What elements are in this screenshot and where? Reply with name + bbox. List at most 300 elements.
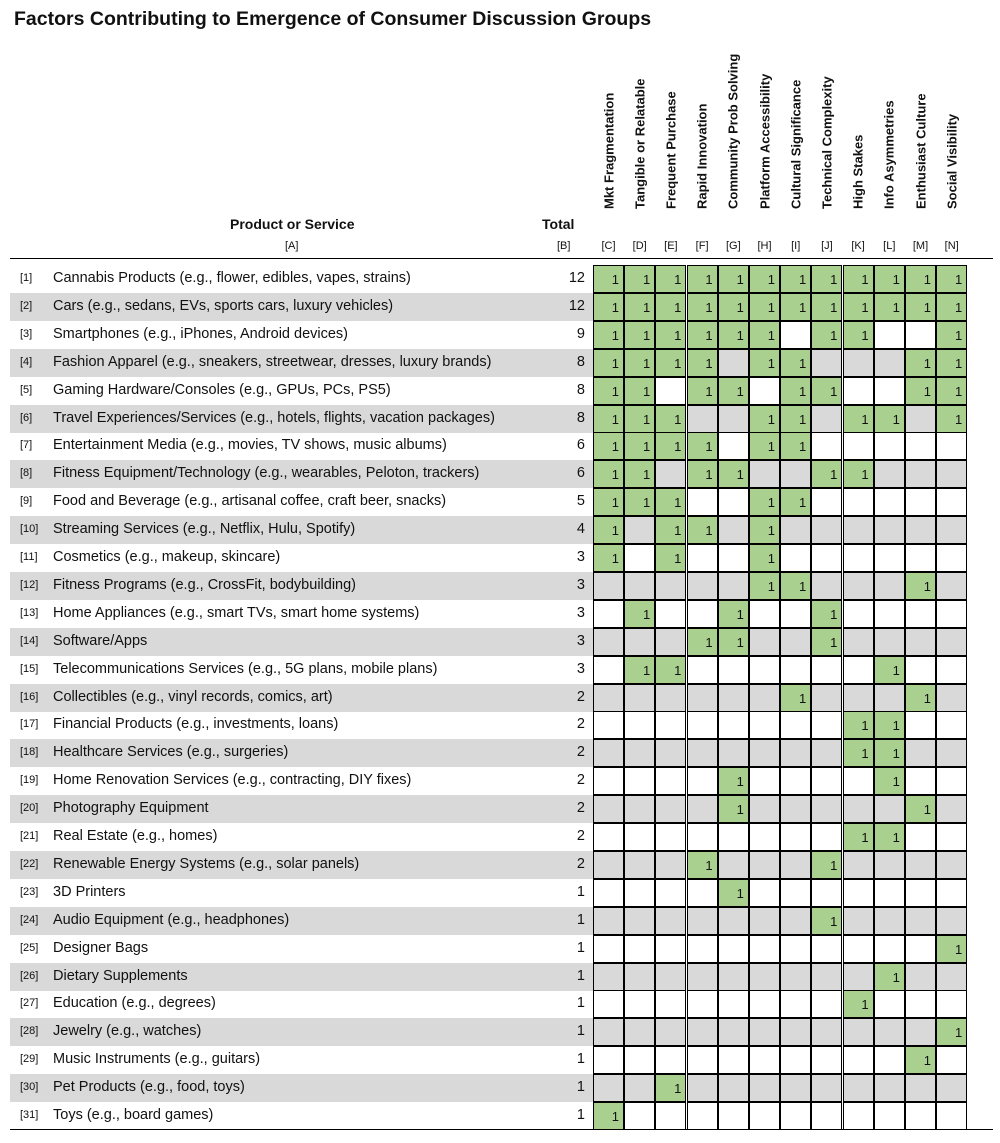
total-column-code: [B]	[557, 240, 571, 252]
factor-cell-empty	[593, 823, 624, 851]
table-row	[10, 823, 993, 851]
factor-cell-empty	[780, 516, 811, 544]
row-number: [30]	[20, 1081, 39, 1094]
row-number: [20]	[20, 802, 39, 815]
factor-flag: 1	[923, 690, 931, 706]
factor-cell-marked	[718, 265, 749, 293]
factor-code: [D]	[632, 240, 647, 252]
factor-cell-marked	[718, 879, 749, 907]
factor-label: High Stakes	[850, 134, 866, 209]
product-name: Dietary Supplements	[53, 967, 188, 984]
row-number: [23]	[20, 885, 39, 898]
factor-flag: 1	[674, 327, 682, 343]
product-name: Photography Equipment	[53, 800, 209, 817]
factor-cell-marked	[687, 265, 718, 293]
factor-cell-marked	[811, 293, 842, 321]
factor-flag: 1	[705, 634, 713, 650]
factor-cell-empty	[936, 823, 967, 851]
factor-cell-empty	[811, 739, 842, 767]
factor-cell-marked	[655, 349, 686, 377]
factor-flag: 1	[923, 578, 931, 594]
product-column-header: Product or Service	[230, 216, 355, 232]
factor-header	[655, 58, 686, 224]
factor-cell-empty	[593, 1074, 624, 1102]
factor-cell-empty	[874, 600, 905, 628]
factor-cell-empty	[624, 1046, 655, 1074]
total-value: 2	[576, 716, 585, 733]
factor-cell-marked	[655, 656, 686, 684]
factor-cell-marked	[780, 265, 811, 293]
factor-cell-empty	[593, 795, 624, 823]
row-number: [29]	[20, 1053, 39, 1066]
factor-flag: 1	[798, 411, 807, 427]
factor-cell-empty	[687, 1046, 718, 1074]
factor-cell-empty	[655, 600, 686, 628]
factor-cell-empty	[936, 432, 967, 460]
product-name: Renewable Energy Systems (e.g., solar panels)	[53, 855, 360, 872]
factor-flag: 1	[798, 272, 807, 287]
factor-cell-empty	[811, 349, 842, 377]
factor-cell-empty	[749, 963, 780, 991]
factor-flag: 1	[861, 272, 869, 287]
product-name: Real Estate (e.g., homes)	[53, 828, 218, 844]
factor-cell-empty	[874, 935, 905, 963]
factor-cell-empty	[749, 656, 780, 684]
factor-cell-empty	[749, 1046, 780, 1074]
factor-cell-empty	[749, 1018, 780, 1046]
factor-flag: 1	[642, 495, 651, 511]
factor-cell-empty	[936, 907, 967, 935]
factor-header	[843, 58, 874, 224]
factor-cell-empty	[843, 935, 874, 963]
factor-flag: 1	[674, 299, 682, 315]
factor-cell-empty	[811, 572, 842, 600]
factor-flag: 1	[611, 355, 619, 371]
row-number: [31]	[20, 1109, 39, 1121]
factor-cell-empty	[687, 823, 718, 851]
factor-flag: 1	[923, 299, 931, 315]
total-value: 2	[576, 688, 585, 705]
factor-flag: 1	[767, 299, 775, 315]
factor-cell-empty	[718, 432, 749, 460]
factor-cell-empty	[655, 1046, 686, 1074]
factor-cell-empty	[718, 405, 749, 433]
factor-cell-marked	[718, 377, 749, 405]
factor-cell-marked	[593, 377, 624, 405]
factor-cell-empty	[780, 1046, 811, 1074]
table-row	[10, 405, 993, 433]
factor-cell-marked	[749, 432, 780, 460]
total-value: 2	[576, 800, 585, 817]
factor-flag: 1	[611, 467, 619, 483]
factor-cell-empty	[936, 628, 967, 656]
factor-cell-empty	[718, 684, 749, 712]
factor-flag: 1	[642, 411, 651, 427]
product-name: Smartphones (e.g., iPhones, Android devices)	[53, 325, 348, 342]
factor-label: Mkt Fragmentation	[601, 92, 616, 209]
factor-flag: 1	[642, 467, 651, 483]
factor-cell-empty	[655, 572, 686, 600]
table-row	[10, 1102, 993, 1130]
factor-cell-empty	[936, 572, 967, 600]
factor-code: [K]	[851, 240, 865, 252]
factor-cell-marked	[624, 405, 655, 433]
factor-cell-marked	[936, 349, 967, 377]
row-number: [2]	[20, 299, 33, 312]
factor-flag: 1	[736, 327, 744, 343]
factor-cell-empty	[780, 851, 811, 879]
factor-code: [E]	[664, 240, 678, 252]
factor-cell-empty	[874, 990, 905, 1018]
factor-cell-marked	[718, 321, 749, 349]
product-name: Entertainment Media (e.g., movies, TV shows, music albums)	[53, 437, 447, 454]
factor-cell-empty	[811, 795, 842, 823]
factor-cell-marked	[593, 1102, 624, 1130]
table-row	[10, 377, 993, 405]
factor-cell-empty	[811, 823, 842, 851]
factor-cell-marked	[749, 349, 780, 377]
factor-flag: 1	[923, 272, 931, 287]
factor-cell-empty	[749, 377, 780, 405]
factor-cell-empty	[905, 711, 936, 739]
factor-cell-empty	[811, 516, 842, 544]
factor-code: [C]	[601, 240, 616, 252]
factor-cell-marked	[936, 1018, 967, 1046]
factor-flag: 1	[767, 355, 775, 371]
factor-cell-empty	[593, 739, 624, 767]
total-value: 2	[576, 855, 585, 872]
factor-flag: 1	[705, 327, 713, 343]
factor-cell-marked	[936, 377, 967, 405]
row-number: [28]	[20, 1025, 39, 1038]
factor-cell-empty	[936, 767, 967, 795]
factor-code: [J]	[821, 240, 833, 252]
table-row	[10, 907, 993, 935]
factor-flag: 1	[705, 383, 713, 399]
factor-flag: 1	[642, 662, 651, 678]
table-row	[10, 963, 993, 991]
factor-cell-empty	[718, 823, 749, 851]
factor-cell-empty	[624, 795, 655, 823]
total-value: 1	[576, 911, 585, 928]
product-name: Gaming Hardware/Consoles (e.g., GPUs, PCs, PS5)	[53, 381, 391, 398]
factor-cell-marked	[749, 405, 780, 433]
total-column-header: Total	[542, 216, 575, 232]
factor-flag: 1	[674, 355, 682, 371]
factor-cell-empty	[593, 851, 624, 879]
factor-cell-empty	[780, 935, 811, 963]
factor-cell-empty	[624, 935, 655, 963]
factor-cell-empty	[905, 544, 936, 572]
factor-flag: 1	[892, 830, 900, 845]
factor-cell-marked	[780, 684, 811, 712]
factor-cell-empty	[718, 907, 749, 935]
table-row	[10, 684, 993, 712]
factor-cell-marked	[811, 600, 842, 628]
factor-cell-empty	[780, 739, 811, 767]
factor-cell-empty	[936, 711, 967, 739]
factor-flag: 1	[736, 383, 744, 399]
row-number: [27]	[20, 997, 39, 1010]
factor-flag: 1	[705, 467, 713, 483]
factor-cell-empty	[624, 1018, 655, 1046]
factor-cell-empty	[936, 460, 967, 488]
table-row	[10, 656, 993, 684]
row-number: [21]	[20, 830, 39, 842]
factor-flag: 1	[736, 774, 744, 790]
factor-cell-empty	[718, 1046, 749, 1074]
factor-cell-empty	[749, 628, 780, 656]
factor-cell-empty	[936, 851, 967, 879]
factor-cell-empty	[687, 600, 718, 628]
factor-flag: 1	[705, 857, 713, 873]
factor-cell-empty	[593, 628, 624, 656]
factor-cell-marked	[624, 349, 655, 377]
factor-flag: 1	[830, 606, 838, 622]
factor-cell-empty	[780, 1102, 811, 1130]
table-row	[10, 851, 993, 879]
factor-cell-marked	[687, 349, 718, 377]
factor-header	[624, 58, 655, 224]
total-value: 1	[576, 995, 585, 1012]
factor-cell-marked	[749, 265, 780, 293]
factor-flag: 1	[642, 272, 651, 287]
product-name: Financial Products (e.g., investments, loans)	[53, 716, 339, 733]
factor-flag: 1	[767, 411, 775, 427]
total-value: 1	[576, 939, 585, 956]
factor-cell-marked	[936, 321, 967, 349]
factor-cell-marked	[843, 990, 874, 1018]
factor-cell-empty	[655, 963, 686, 991]
factor-code: [F]	[695, 240, 709, 252]
factor-label: Frequent Purchase	[663, 91, 679, 209]
factor-cell-empty	[655, 684, 686, 712]
factor-flag: 1	[736, 299, 744, 315]
product-name: Food and Beverage (e.g., artisanal coffee, craft beer, snacks)	[53, 493, 447, 510]
factor-cell-marked	[905, 795, 936, 823]
factor-cell-empty	[593, 935, 624, 963]
factor-cell-empty	[936, 879, 967, 907]
factor-flag: 1	[861, 299, 869, 315]
factor-cell-marked	[749, 488, 780, 516]
factor-cell-empty	[905, 1018, 936, 1046]
factor-cell-empty	[593, 1046, 624, 1074]
factor-cell-empty	[811, 963, 842, 991]
factor-cell-empty	[624, 851, 655, 879]
factor-cell-marked	[593, 460, 624, 488]
table-row	[10, 711, 993, 739]
factor-cell-empty	[749, 990, 780, 1018]
factor-cell-empty	[718, 516, 749, 544]
factor-code: [G]	[725, 240, 741, 252]
factor-cell-marked	[749, 321, 780, 349]
factor-flag: 1	[861, 830, 869, 845]
factor-cell-empty	[936, 1074, 967, 1102]
factor-flag: 1	[767, 327, 775, 343]
total-value: 8	[576, 381, 585, 398]
factor-flag: 1	[642, 606, 651, 622]
factor-header	[749, 58, 780, 224]
factor-cell-empty	[749, 684, 780, 712]
row-number: [11]	[20, 551, 38, 563]
factor-cell-marked	[749, 293, 780, 321]
factor-cell-empty	[843, 1102, 874, 1130]
factor-cell-marked	[874, 405, 905, 433]
factor-cell-empty	[811, 656, 842, 684]
factor-cell-empty	[718, 990, 749, 1018]
factor-cell-marked	[811, 377, 842, 405]
factor-flag: 1	[674, 411, 682, 427]
factor-cell-empty	[687, 739, 718, 767]
factor-cell-empty	[843, 963, 874, 991]
factor-cell-marked	[687, 321, 718, 349]
factor-cell-empty	[874, 1046, 905, 1074]
table-row	[10, 1074, 993, 1102]
factor-cell-marked	[593, 265, 624, 293]
total-value: 8	[576, 353, 585, 370]
factor-cell-empty	[936, 795, 967, 823]
factor-cell-marked	[874, 656, 905, 684]
table-row	[10, 1018, 993, 1046]
factor-cell-marked	[936, 293, 967, 321]
row-number: [25]	[20, 941, 39, 954]
factor-cell-empty	[843, 628, 874, 656]
factor-cell-marked	[843, 265, 874, 293]
product-name: Home Appliances (e.g., smart TVs, smart home systems)	[53, 604, 420, 621]
factor-cell-marked	[624, 321, 655, 349]
factor-header	[718, 53, 749, 224]
factor-cell-empty	[718, 656, 749, 684]
table-row	[10, 935, 993, 963]
total-value: 3	[576, 660, 585, 677]
factor-flag: 1	[954, 272, 963, 287]
factor-cell-empty	[624, 628, 655, 656]
factor-cell-empty	[843, 544, 874, 572]
factor-flag: 1	[830, 327, 838, 343]
factor-cell-empty	[749, 460, 780, 488]
factor-cell-empty	[749, 935, 780, 963]
factor-cell-empty	[811, 879, 842, 907]
factor-cell-empty	[936, 963, 967, 991]
factor-cell-empty	[780, 600, 811, 628]
factor-cell-empty	[718, 1102, 749, 1130]
factor-flag: 1	[954, 299, 963, 315]
factor-cell-empty	[936, 600, 967, 628]
factor-flag: 1	[830, 383, 838, 399]
factor-cell-empty	[749, 907, 780, 935]
factor-cell-empty	[905, 488, 936, 516]
row-number: [24]	[20, 913, 39, 926]
factor-cell-empty	[874, 460, 905, 488]
total-value: 3	[576, 632, 585, 649]
factor-cell-empty	[687, 405, 718, 433]
factor-cell-empty	[687, 684, 718, 712]
factor-cell-empty	[811, 432, 842, 460]
factor-cell-empty	[905, 432, 936, 460]
factor-flag: 1	[674, 662, 682, 678]
factor-flag: 1	[611, 551, 619, 566]
factor-cell-empty	[687, 963, 718, 991]
factor-cell-empty	[843, 1074, 874, 1102]
factor-cell-marked	[593, 405, 624, 433]
total-value: 1	[576, 967, 585, 984]
factor-cell-empty	[624, 1102, 655, 1130]
factor-cell-marked	[624, 460, 655, 488]
table-row	[10, 1046, 993, 1074]
factor-cell-empty	[843, 349, 874, 377]
total-value: 9	[576, 325, 585, 342]
factor-cell-empty	[624, 907, 655, 935]
factor-cell-marked	[655, 265, 686, 293]
total-value: 3	[576, 576, 585, 593]
factor-cell-empty	[655, 851, 686, 879]
total-value: 1	[576, 1107, 585, 1123]
factor-cell-empty	[874, 1074, 905, 1102]
factor-cell-marked	[718, 600, 749, 628]
factor-flag: 1	[923, 355, 931, 371]
factor-cell-empty	[655, 823, 686, 851]
factor-cell-empty	[687, 795, 718, 823]
factor-code: [H]	[757, 240, 772, 252]
factor-cell-empty	[655, 907, 686, 935]
factor-cell-empty	[624, 516, 655, 544]
factor-cell-empty	[811, 684, 842, 712]
factor-cell-empty	[843, 795, 874, 823]
factor-cell-empty	[687, 1102, 718, 1130]
factor-header	[874, 58, 905, 224]
factor-cell-empty	[687, 767, 718, 795]
factor-cell-marked	[936, 935, 967, 963]
factor-cell-empty	[593, 711, 624, 739]
factor-flag: 1	[954, 355, 963, 371]
factor-cell-marked	[718, 767, 749, 795]
factor-cell-marked	[843, 460, 874, 488]
factor-flag: 1	[892, 774, 900, 790]
factor-cell-empty	[655, 935, 686, 963]
factor-cell-empty	[811, 1018, 842, 1046]
factor-flag: 1	[642, 355, 651, 371]
factor-flag: 1	[705, 523, 713, 539]
factor-cell-marked	[655, 516, 686, 544]
table-row	[10, 767, 993, 795]
factor-cell-empty	[655, 879, 686, 907]
factor-cell-empty	[936, 488, 967, 516]
factor-flag: 1	[705, 439, 713, 455]
total-value: 8	[576, 409, 585, 426]
row-number: [4]	[20, 355, 33, 368]
factor-cell-empty	[811, 1102, 842, 1130]
factor-cell-marked	[905, 684, 936, 712]
row-number: [9]	[20, 495, 33, 508]
factor-flag: 1	[642, 327, 651, 343]
factor-flag: 1	[767, 523, 775, 539]
factor-flag: 1	[674, 439, 682, 455]
factor-cell-marked	[655, 293, 686, 321]
factor-cell-empty	[780, 907, 811, 935]
row-number: [7]	[20, 439, 33, 452]
row-number: [15]	[20, 662, 39, 675]
table-row	[10, 488, 993, 516]
factor-cell-empty	[655, 1102, 686, 1130]
factor-cell-marked	[780, 293, 811, 321]
factor-flag: 1	[798, 299, 807, 315]
factor-cell-marked	[843, 321, 874, 349]
factor-cell-marked	[843, 739, 874, 767]
table-row	[10, 516, 993, 544]
factor-cell-empty	[624, 572, 655, 600]
factor-code: [L]	[883, 240, 896, 252]
factor-cell-empty	[905, 739, 936, 767]
